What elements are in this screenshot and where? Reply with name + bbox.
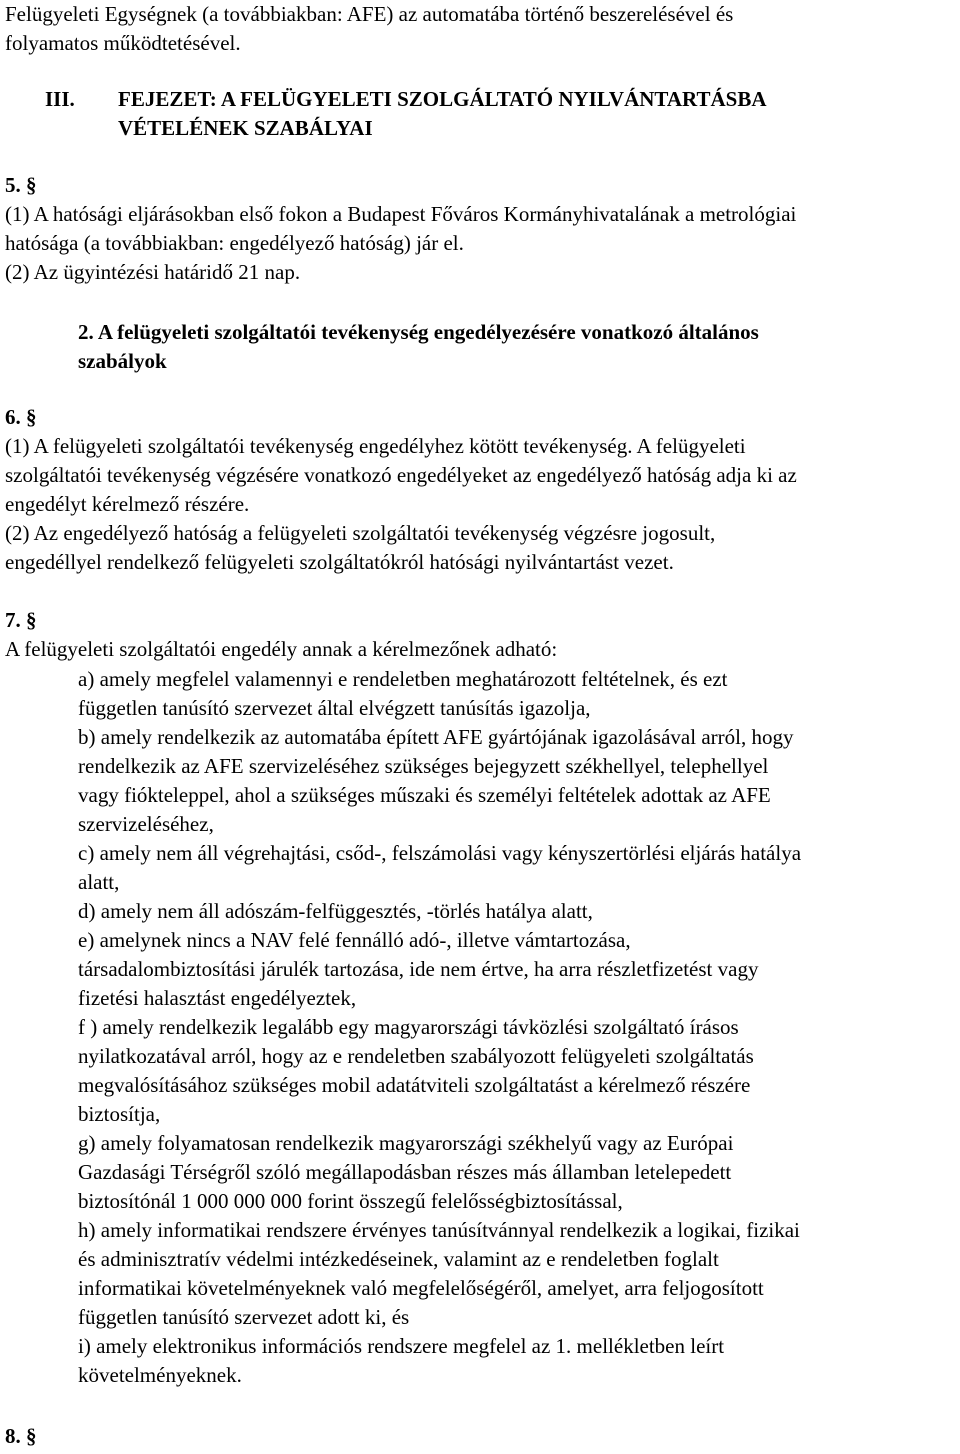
section-7-item-line: vagy fiókteleppel, ahol a szükséges műszaki és személyi feltételek adottak az AFE (78, 783, 771, 807)
chapter-title-line-2: VÉTELÉNEK SZABÁLYAI (118, 116, 373, 140)
subchapter-2-title-line-2: szabályok (78, 349, 167, 373)
section-6-heading: 6. § (5, 405, 37, 429)
section-7-item-line: független tanúsító szervezet által elvégzett tanúsítás igazolja, (78, 696, 591, 720)
section-7-item-line: e) amelynek nincs a NAV felé fennálló adó-, illetve vámtartozása, (78, 928, 631, 952)
section-7-item-line: fizetési halasztást engedélyeztek, (78, 986, 357, 1010)
section-8-heading: 8. § (5, 1424, 37, 1448)
section-7-item-line: rendelkezik az AFE szervizeléséhez szükséges bejegyzett székhellyel, telephellyel (78, 754, 769, 778)
chapter-title-line-1: FEJEZET: A FELÜGYELETI SZOLGÁLTATÓ NYILVÁNTARTÁSBA (118, 87, 767, 111)
section-7-item-line: a) amely megfelel valamennyi e rendeletben meghatározott feltételnek, és ezt (78, 667, 728, 691)
section-7-item-line: követelményeknek. (78, 1363, 242, 1387)
section-7-item-line: informatikai követelményeknek való megfelelőségéről, amelyet, arra feljogosított (78, 1276, 764, 1300)
section-6-line: szolgáltatói tevékenység végzésére vonatkozó engedélyeket az engedélyező hatóság adja ki az (5, 463, 797, 487)
section-7-item-line: független tanúsító szervezet adott ki, és (78, 1305, 410, 1329)
section-7-item-line: d) amely nem áll adószám-felfüggesztés, -törlés hatálya alatt, (78, 899, 593, 923)
section-7-item-line: biztosítja, (78, 1102, 161, 1126)
section-7-item-line: nyilatkozatával arról, hogy az e rendeletben szabályozott felügyeleti szolgáltatás (78, 1044, 754, 1068)
section-7-item-line: szervizeléséhez, (78, 812, 214, 836)
section-6-line: engedéllyel rendelkező felügyeleti szolgáltatókról hatósági nyilvántartást vezet. (5, 550, 674, 574)
section-7-item-line: b) amely rendelkezik az automatába épített AFE gyártójának igazolásával arról, hogy (78, 725, 794, 749)
section-7-item-line: társadalombiztosítási járulék tartozása, ide nem értve, ha arra részletfizetést vagy (78, 957, 759, 981)
section-7-item-line: alatt, (78, 870, 120, 894)
intro-line-2: folyamatos működtetésével. (5, 31, 241, 55)
section-5-heading: 5. § (5, 173, 37, 197)
section-7-item-line: biztosítónál 1 000 000 000 forint összegű felelősségbiztosítással, (78, 1189, 623, 1213)
section-7-lead: A felügyeleti szolgáltatói engedély annak a kérelmezőnek adható: (5, 637, 558, 661)
section-7-item-line: h) amely informatikai rendszere érvényes tanúsítvánnyal rendelkezik a logikai, fizikai (78, 1218, 800, 1242)
chapter-number: III. (45, 87, 75, 111)
section-7-heading: 7. § (5, 608, 37, 632)
section-7-item-line: c) amely nem áll végrehajtási, csőd-, felszámolási vagy kényszertörlési eljárás hatálya (78, 841, 802, 865)
section-7-item-line: megvalósításához szükséges mobil adatátviteli szolgáltatást a kérelmező részére (78, 1073, 751, 1097)
section-6-line: engedélyt kérelmező részére. (5, 492, 250, 516)
section-7-item-line: Gazdasági Térségről szóló megállapodásban részes más államban letelepedett (78, 1160, 732, 1184)
section-6-line: (2) Az engedélyező hatóság a felügyeleti szolgáltatói tevékenység végzésre jogosult, (5, 521, 716, 545)
section-6-line: (1) A felügyeleti szolgáltatói tevékenység engedélyhez kötött tevékenység. A felügyeleti (5, 434, 746, 458)
section-5-paragraph-1-line-2: hatósága (a továbbiakban: engedélyező hatóság) jár el. (5, 231, 464, 255)
intro-line-1: Felügyeleti Egységnek (a továbbiakban: AFE) az automatába történő beszerelésével és (5, 2, 734, 26)
section-7-item-line: g) amely folyamatosan rendelkezik magyarországi székhelyű vagy az Európai (78, 1131, 734, 1155)
subchapter-2-title-line-1: 2. A felügyeleti szolgáltatói tevékenység engedélyezésére vonatkozó általános (78, 320, 759, 344)
section-7-item-line: és adminisztratív védelmi intézkedéseinek, valamint az e rendeletben foglalt (78, 1247, 719, 1271)
section-5-paragraph-1-line-1: (1) A hatósági eljárásokban első fokon a Budapest Főváros Kormányhivatalának a metrológiai (5, 202, 797, 226)
section-7-item-line: i) amely elektronikus információs rendszere megfelel az 1. mellékletben leírt (78, 1334, 725, 1358)
section-5-paragraph-2: (2) Az ügyintézési határidő 21 nap. (5, 260, 301, 284)
section-7-item-line: f ) amely rendelkezik legalább egy magyarországi távközlési szolgáltató írásos (78, 1015, 739, 1039)
